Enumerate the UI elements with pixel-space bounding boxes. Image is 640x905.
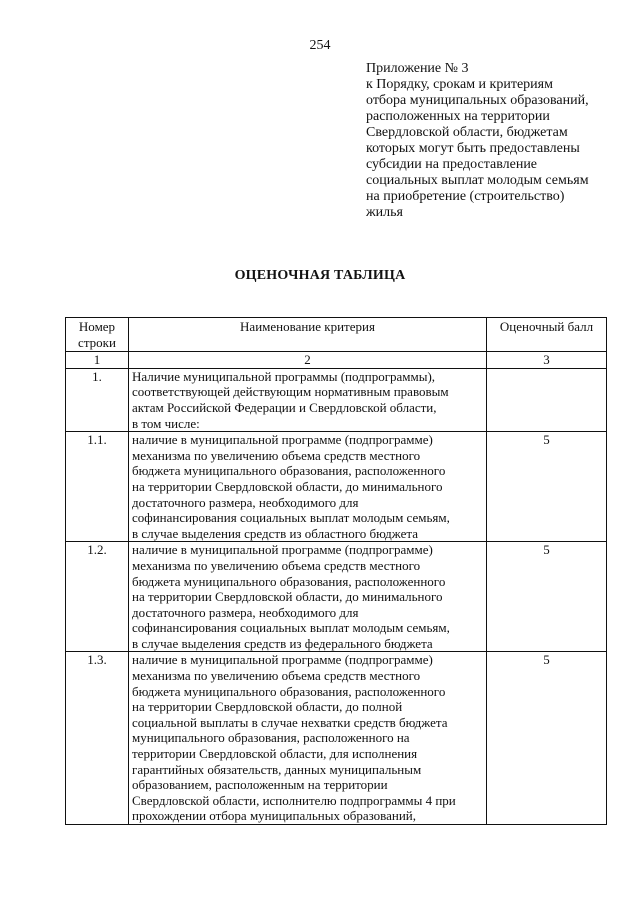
criterion-line: софинансирования социальных выплат молодым семьям, bbox=[132, 510, 450, 526]
column-number-cell: 3 bbox=[487, 352, 607, 369]
criterion-line: наличие в муниципальной программе (подпрограмме) bbox=[132, 432, 433, 448]
appendix-line: Приложение № 3 bbox=[366, 61, 469, 76]
column-number-cell: 2 bbox=[129, 352, 487, 369]
criterion-line: Свердловской области, исполнителю подпрограммы 4 при bbox=[132, 792, 456, 808]
table-title: ОЦЕНОЧНАЯ ТАБЛИЦА bbox=[234, 268, 406, 283]
criterion-line: территории Свердловской области, для исполнения bbox=[132, 746, 418, 762]
criterion-line: в случае выделения средств из областного бюджета bbox=[132, 525, 418, 541]
appendix-line: жилья bbox=[366, 205, 403, 220]
criterion-line: муниципального образования, расположенного на bbox=[132, 730, 410, 746]
appendix-line: к Порядку, срокам и критериям bbox=[366, 77, 553, 92]
row-score: 5 bbox=[487, 652, 607, 825]
row-score: 5 bbox=[487, 432, 607, 542]
criterion-line: гарантийных обязательств, данных муниципальным bbox=[132, 761, 422, 777]
row-criterion bbox=[129, 542, 487, 652]
header-number-line: Номер bbox=[78, 319, 116, 334]
criterion-line: бюджета муниципального образования, расположенного bbox=[132, 573, 446, 589]
criterion-line: образованием, расположенным на территории bbox=[132, 777, 388, 793]
header-number-line: строки bbox=[78, 334, 116, 350]
table-row bbox=[66, 368, 607, 431]
header-criterion-cell: Наименование критерия bbox=[129, 318, 487, 352]
row-number: 1.3. bbox=[66, 652, 129, 825]
criterion-line: на территории Свердловской области, до полной bbox=[132, 699, 403, 715]
row-number: 1.1. bbox=[66, 432, 129, 542]
header-score-cell: Оценочный балл bbox=[487, 318, 607, 352]
table-header-row bbox=[66, 318, 607, 352]
criterion-line: достаточного размера, необходимого для bbox=[132, 604, 359, 620]
table-row bbox=[66, 432, 607, 542]
criterion-line: наличие в муниципальной программе (подпрограмме) bbox=[132, 542, 433, 558]
criterion-line: прохождении отбора муниципальных образований, bbox=[132, 808, 417, 824]
criterion-line: Наличие муниципальной программы (подпрограммы), bbox=[132, 368, 436, 384]
column-number-row bbox=[66, 352, 607, 369]
criterion-line: в том числе: bbox=[132, 415, 200, 431]
criterion-line: на территории Свердловской области, до минимального bbox=[132, 589, 443, 605]
appendix-line: отбора муниципальных образований, bbox=[366, 93, 589, 108]
row-number: 1.2. bbox=[66, 542, 129, 652]
page-number: 254 bbox=[309, 38, 331, 53]
table-row bbox=[66, 652, 607, 825]
criterion-line: на территории Свердловской области, до минимального bbox=[132, 478, 443, 494]
appendix-header bbox=[366, 61, 628, 221]
appendix-line: субсидии на предоставление bbox=[366, 157, 538, 172]
criterion-line: механизма по увеличению объема средств местного bbox=[132, 447, 421, 463]
appendix-line: Свердловской области, бюджетам bbox=[366, 125, 568, 140]
criterion-line: достаточного размера, необходимого для bbox=[132, 494, 359, 510]
row-score: 5 bbox=[487, 542, 607, 652]
criterion-line: бюджета муниципального образования, расположенного bbox=[132, 683, 446, 699]
criterion-line: соответствующей действующим нормативным правовым bbox=[132, 384, 449, 400]
appendix-line: расположенных на территории bbox=[366, 109, 550, 124]
appendix-line: которых могут быть предоставлены bbox=[366, 141, 580, 156]
row-number: 1. bbox=[66, 368, 129, 431]
criterion-line: социальной выплаты в случае нехватки средств бюджета bbox=[132, 714, 448, 730]
criterion-line: механизма по увеличению объема средств местного bbox=[132, 668, 421, 684]
header-number-cell bbox=[66, 318, 129, 352]
appendix-line: на приобретение (строительство) bbox=[366, 189, 565, 204]
appendix-line: социальных выплат молодым семьям bbox=[366, 173, 589, 188]
row-criterion bbox=[129, 368, 487, 431]
column-number-cell: 1 bbox=[66, 352, 129, 369]
row-score bbox=[487, 368, 607, 431]
table-row bbox=[66, 542, 607, 652]
criterion-line: актам Российской Федерации и Свердловской области, bbox=[132, 399, 437, 415]
criterion-line: механизма по увеличению объема средств местного bbox=[132, 557, 421, 573]
criterion-line: софинансирования социальных выплат молодым семьям, bbox=[132, 620, 450, 636]
criterion-line: в случае выделения средств из федерального бюджета bbox=[132, 635, 433, 651]
criterion-line: бюджета муниципального образования, расположенного bbox=[132, 463, 446, 479]
row-criterion bbox=[129, 432, 487, 542]
criterion-line: наличие в муниципальной программе (подпрограмме) bbox=[132, 652, 433, 668]
evaluation-table bbox=[65, 317, 607, 825]
row-criterion bbox=[129, 652, 487, 825]
